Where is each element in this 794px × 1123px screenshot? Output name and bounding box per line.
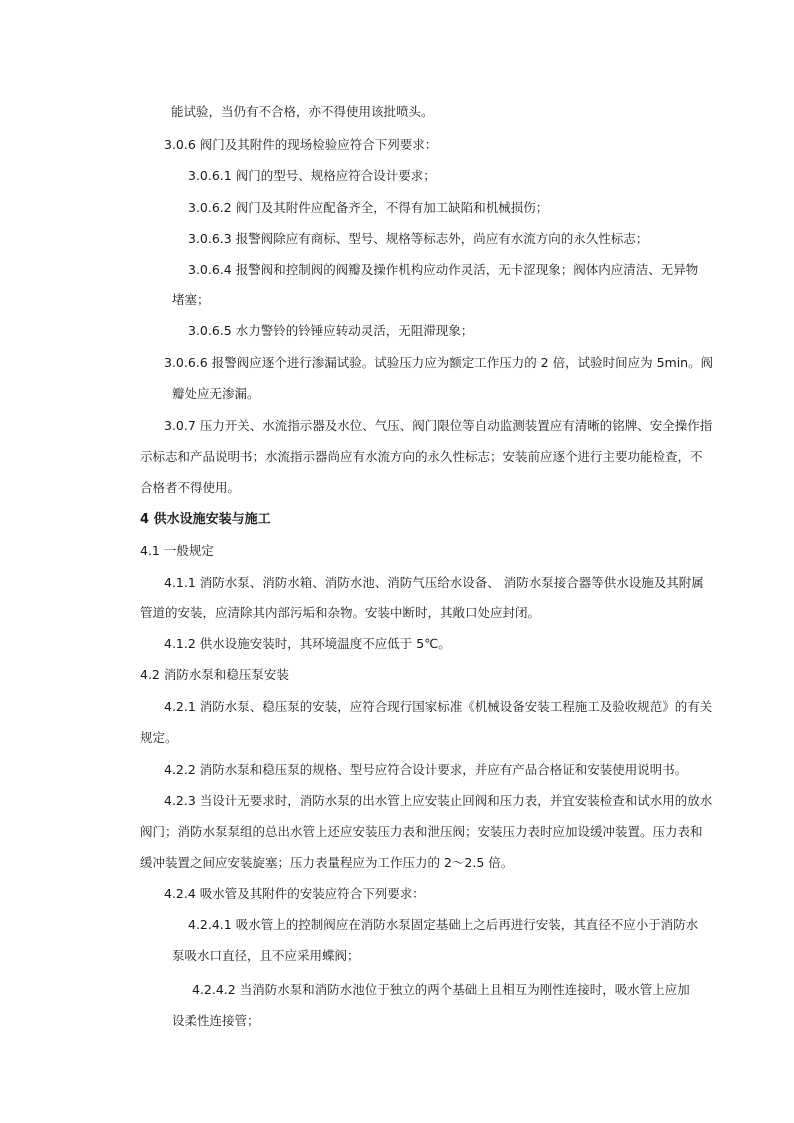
clause-4-1-2: 4.1.2 供水设施安装时，其环境温度不应低于 5℃。 [164,636,451,651]
text-line: 设柔性连接管； [172,1013,260,1028]
text-line: 管道的安装，应清除其内部污垢和杂物。安装中断时，其敞口处应封闭。 [140,605,541,620]
text-line: 缓冲装置之间应安装旋塞；压力表量程应为工作压力的 2～2.5 倍。 [140,855,514,870]
text-line: 泵吸水口直径，且不应采用蝶阀； [172,948,360,963]
text-line: 规定。 [140,730,178,745]
text-line: 示标志和产品说明书；水流指示器尚应有水流方向的永久性标志；安装前应逐个进行主要功能检查，不 [140,449,703,464]
clause-3-0-6-5: 3.0.6.5 水力警铃的铃锤应转动灵活，无阻滞现象； [188,323,474,338]
section-heading-4: 4 供水设施安装与施工 [140,512,271,527]
clause-4-2-4: 4.2.4 吸水管及其附件的安装应符合下列要求： [164,886,425,901]
subsection-heading-4-2: 4.2 消防水泵和稳压泵安装 [140,667,289,682]
clause-4-2-4-2: 4.2.4.2 当消防水泵和消防水池位于独立的两个基础上且相互为刚性连接时，吸水管上应加 [192,982,690,997]
clause-3-0-6: 3.0.6 阀门及其附件的现场检验应符合下列要求： [164,137,438,152]
text-line: 阀门；消防水泵泵组的总出水管上还应安装压力表和泄压阀；安装压力表时应加设缓冲装置。压力表和 [140,824,703,839]
text-line: 能试验，当仍有不合格，亦不得使用该批喷头。 [171,104,434,119]
clause-3-0-6-1: 3.0.6.1 阀门的型号、规格应符合设计要求； [188,168,436,183]
clause-4-2-1: 4.2.1 消防水泵、稳压泵的安装，应符合现行国家标准《机械设备安装工程施工及验收规范》的有关 [164,699,713,714]
clause-3-0-6-3: 3.0.6.3 报警阀除应有商标、型号、规格等标志外，尚应有水流方向的永久性标志； [188,231,649,246]
clause-3-0-7: 3.0.7 压力开关、水流指示器及水位、气压、阀门限位等自动监测装置应有清晰的铭牌、安全操作指 [164,418,713,433]
clause-3-0-6-6: 3.0.6.6 报警阀应逐个进行渗漏试验。试验压力应为额定工作压力的 2 倍，试验时间应为 5min。阀 [164,355,714,370]
text-line: 堵塞； [172,292,210,307]
text-line: 合格者不得使用。 [140,480,241,495]
clause-3-0-6-2: 3.0.6.2 阀门及其附件应配备齐全，不得有加工缺陷和机械损伤； [188,200,549,215]
clause-4-2-3: 4.2.3 当设计无要求时，消防水泵的出水管上应安装止回阀和压力表，并宜安装检查和试水用的放水 [164,793,713,808]
clause-3-0-6-4: 3.0.6.4 报警阀和控制阀的阀瓣及操作机构应动作灵活，无卡涩现象；阀体内应清洁、无异物 [188,262,699,277]
text-line: 瓣处应无渗漏。 [172,386,260,401]
clause-4-2-2: 4.2.2 消防水泵和稳压泵的规格、型号应符合设计要求，并应有产品合格证和安装使用说明书。 [164,762,688,777]
clause-4-2-4-1: 4.2.4.1 吸水管上的控制阀应在消防水泵固定基础上之后再进行安装，其直径不应小于消防水 [188,917,699,932]
clause-4-1-1: 4.1.1 消防水泵、消防水箱、消防水池、消防气压给水设备、 消防水泵接合器等供水设施及其附属 [164,575,704,590]
subsection-heading-4-1: 4.1 一般规定 [140,543,214,558]
